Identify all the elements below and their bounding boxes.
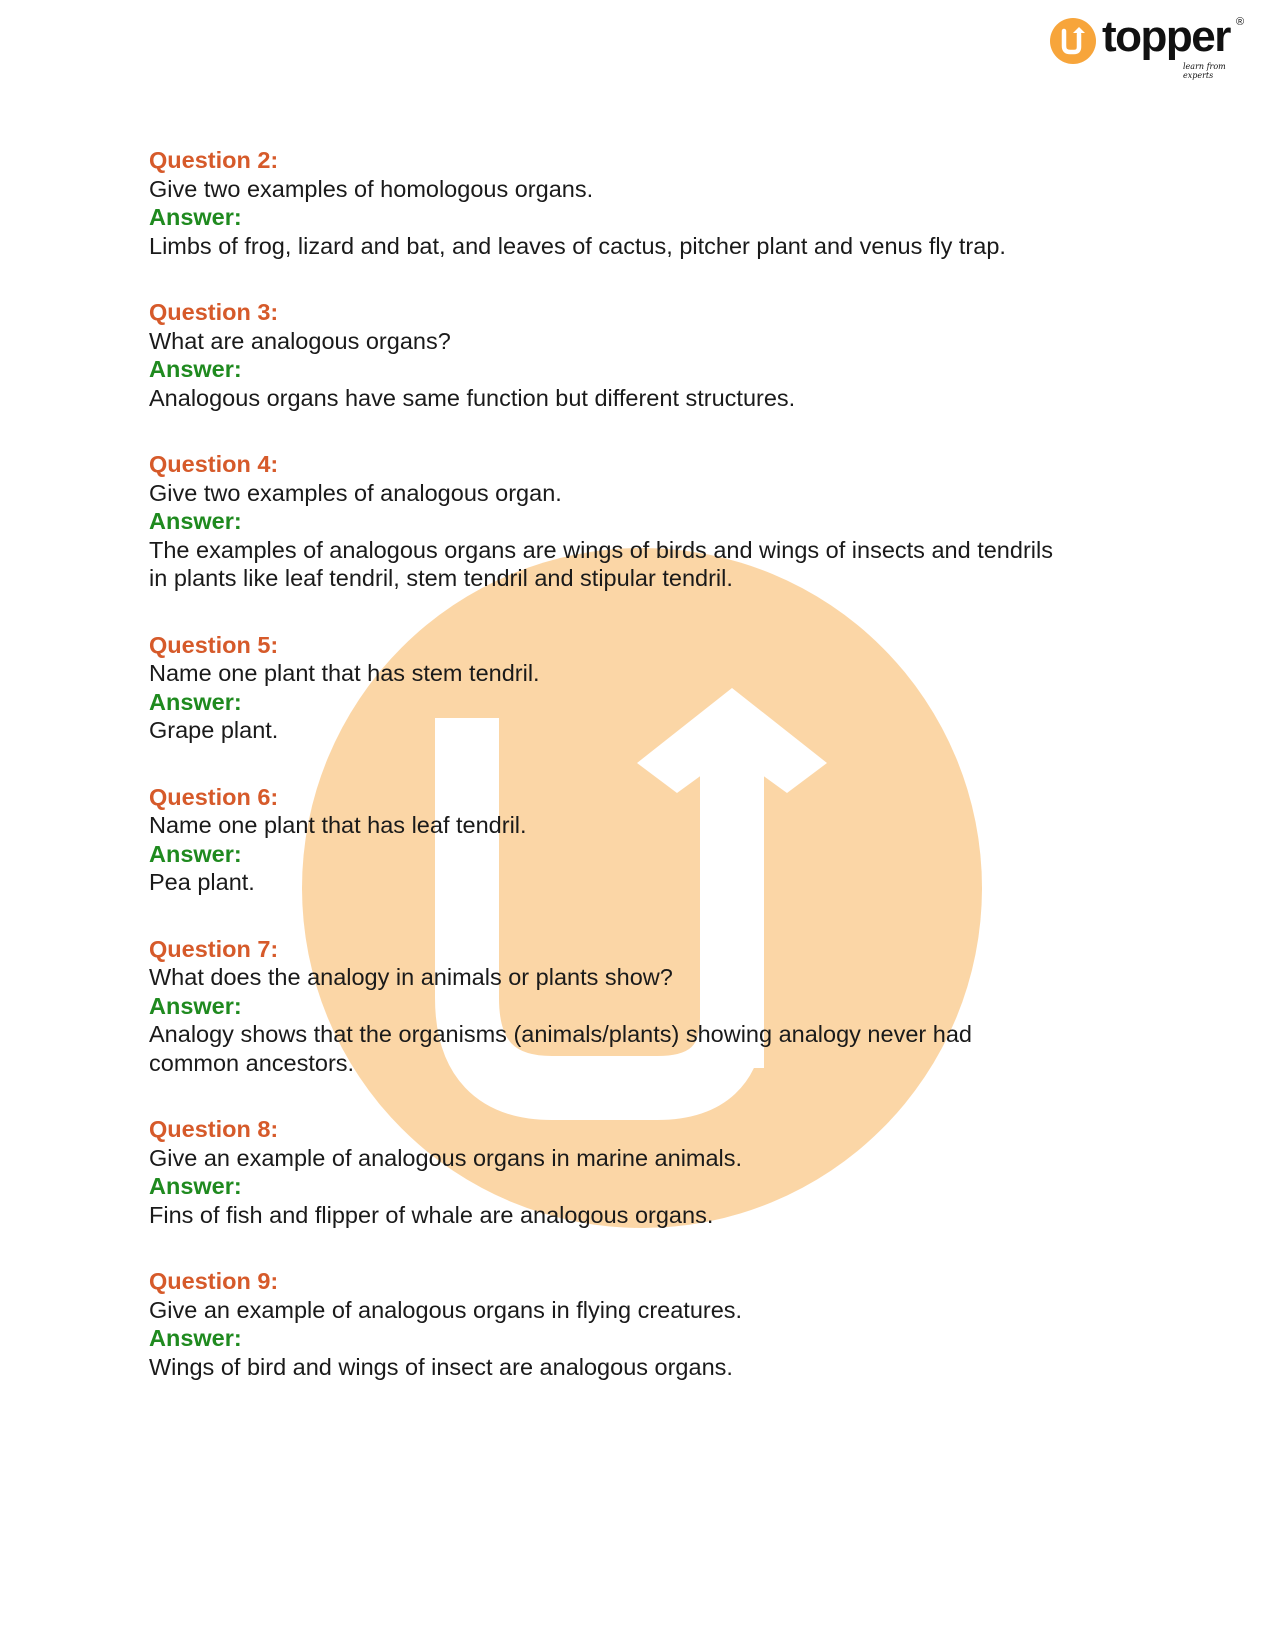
topper-logo-tagline: learn from experts [1183,62,1226,80]
qa-item [149,146,1149,260]
question-label: Question 8: [149,1116,279,1142]
question-text: Give an example of analogous organs in flying creatures. [149,1296,743,1323]
answer-text: Pea plant. [149,869,255,895]
answer-label: Answer: [149,204,242,230]
topper-logo-u-icon [1050,18,1096,64]
answer-label: Answer: [149,688,242,715]
answer-text: Fins of fish and flipper of whale are analogous organs. [149,1201,714,1228]
question-text: Give an example of analogous organs in marine animals. [149,1144,743,1171]
question-label: Question 2: [149,147,279,173]
answer-text: Analogy shows that the organisms (animals/plants) showing analogy never had [149,1021,972,1047]
answer-text: Grape plant. [149,717,279,743]
question-text: Give two examples of homologous organs. [149,175,594,202]
qa-item [149,1267,1149,1381]
question-label: Question 4: [149,451,279,477]
answer-text: Wings of bird and wings of insect are analogous organs. [149,1353,733,1380]
question-text: Name one plant that has stem tendril. [149,660,540,686]
answer-label: Answer: [149,1325,242,1351]
answer-text: The examples of analogous organs are wings of birds and wings of insects and tendrils [149,536,1053,563]
question-label: Question 6: [149,783,279,810]
answer-label: Answer: [149,992,242,1019]
question-text: Give two examples of analogous organ. [149,479,562,506]
answer-label: Answer: [149,840,242,867]
qa-item [149,935,1149,1078]
answer-text: Limbs of frog, lizard and bat, and leaves of cactus, pitcher plant and venus fly trap. [149,232,1006,259]
qa-item [149,450,1149,593]
qa-list [149,146,1149,1419]
question-text: What does the analogy in animals or plants show? [149,964,673,990]
question-text: Name one plant that has leaf tendril. [149,812,527,838]
answer-text: common ancestors. [149,1049,355,1076]
answer-label: Answer: [149,508,242,534]
answer-label: Answer: [149,1173,242,1199]
qa-item [149,298,1149,412]
topper-logo[interactable] [1050,12,1250,80]
registered-mark: ® [1236,16,1245,28]
question-label: Question 7: [149,935,279,962]
question-label: Question 9: [149,1268,279,1294]
question-text: What are analogous organs? [149,327,451,354]
question-label: Question 5: [149,631,279,658]
answer-text: in plants like leaf tendril, stem tendril and stipular tendril. [149,565,733,591]
qa-item [149,783,1149,897]
question-label: Question 3: [149,299,279,325]
qa-item [149,1115,1149,1229]
topper-logo-text: topper [1102,12,1230,61]
answer-label: Answer: [149,356,242,382]
qa-item [149,631,1149,745]
answer-text: Analogous organs have same function but different structures. [149,384,796,411]
